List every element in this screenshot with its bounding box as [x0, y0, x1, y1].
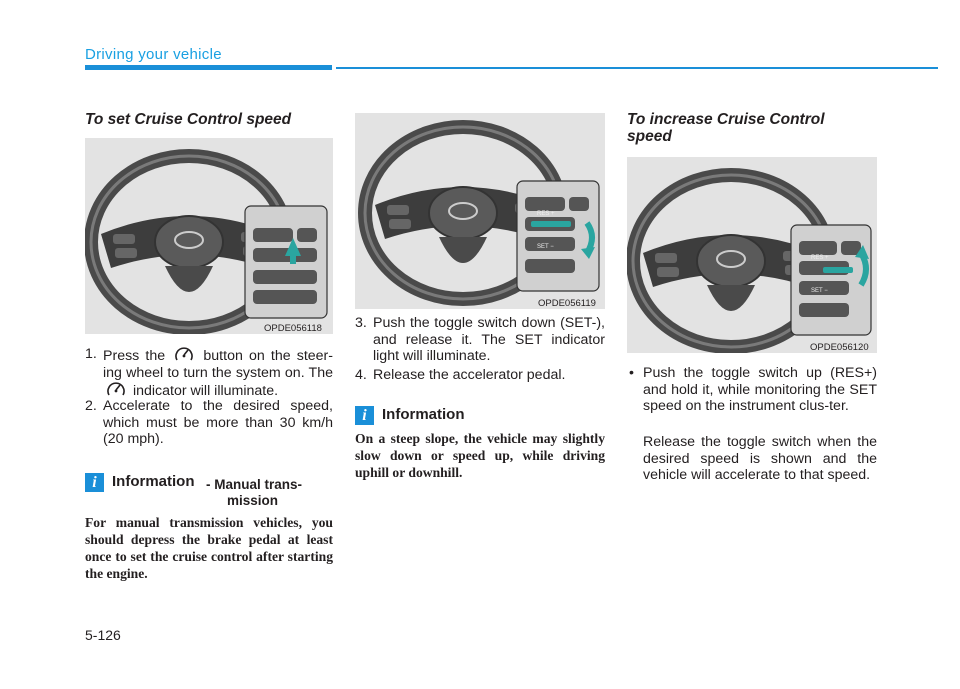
figure-code-2: OPDE056119	[538, 298, 596, 309]
increase-speed-title-1: To increase Cruise Control	[627, 111, 825, 128]
step-4-text: Release the accelerator pedal.	[373, 367, 566, 383]
step-3-number: 3.	[355, 315, 367, 331]
increase-speed-title-2: speed	[627, 128, 672, 145]
cruise-indicator-icon	[106, 381, 126, 397]
step-4-number: 4.	[355, 367, 367, 383]
step-1-text-b: button on the steer-ing wheel to turn the system on. The	[103, 348, 334, 381]
step-3-text: Push the toggle switch down (SET-), and release it. The SET indicator light will illuminate.	[373, 315, 605, 364]
bullet-res	[627, 365, 877, 415]
info-heading: Information	[382, 406, 465, 423]
steering-wheel-figure-set-down	[355, 113, 605, 309]
steering-wheel-illustration	[85, 138, 333, 334]
res-label: RES +	[537, 211, 555, 217]
header-rule-thin	[336, 67, 938, 69]
info-subheading-2: mission	[227, 493, 279, 508]
res-label: RES +	[811, 255, 829, 261]
cruise-control-icon	[174, 346, 194, 362]
info-text-slope: On a steep slope, the vehicle may slightly slow down or speed up, while driving uphill or downhill.	[355, 431, 605, 480]
section-header: Driving your vehicle	[85, 46, 222, 63]
steering-wheel-illustration	[627, 157, 877, 353]
steering-wheel-figure-set	[85, 138, 333, 334]
steering-wheel-illustration	[355, 113, 605, 309]
set-label: SET −	[537, 244, 554, 250]
step-4	[355, 367, 605, 384]
info-icon: i	[355, 406, 374, 425]
step-2	[85, 398, 333, 448]
page-number: 5-126	[85, 627, 121, 643]
step-1-number: 1.	[85, 346, 97, 362]
bullet-res-text: Push the toggle switch up (RES+) and hold it, while monitoring the SET speed on the instrument clus-ter.	[643, 365, 877, 414]
set-speed-title: To set Cruise Control speed	[85, 111, 292, 128]
info-subheading-1: - Manual trans-	[206, 477, 303, 492]
step-3	[355, 315, 605, 365]
header-rule-thick	[85, 65, 332, 70]
step-1-text-a: Press the	[103, 348, 166, 364]
steering-wheel-figure-res-up	[627, 157, 877, 353]
info-text-manual: For manual transmission vehicles, you should depress the brake pedal at least once to set the cruise control after starting the engine.	[85, 515, 333, 581]
step-1	[85, 346, 333, 400]
step-2-number: 2.	[85, 398, 97, 414]
figure-code-3: OPDE056120	[810, 342, 869, 353]
bullet-dot: •	[629, 365, 634, 381]
set-label: SET −	[811, 288, 828, 294]
bullet-release-text: Release the toggle switch when the desired speed is shown and the vehicle will accelerate to that speed.	[643, 434, 877, 483]
figure-code-1: OPDE056118	[264, 323, 322, 334]
step-1-text-c: indicator will illuminate.	[132, 383, 279, 399]
info-heading: Information	[112, 473, 195, 490]
step-2-text: Accelerate to the desired speed, which must be more than 30 km/h (20 mph).	[103, 398, 333, 447]
info-icon: i	[85, 473, 104, 492]
